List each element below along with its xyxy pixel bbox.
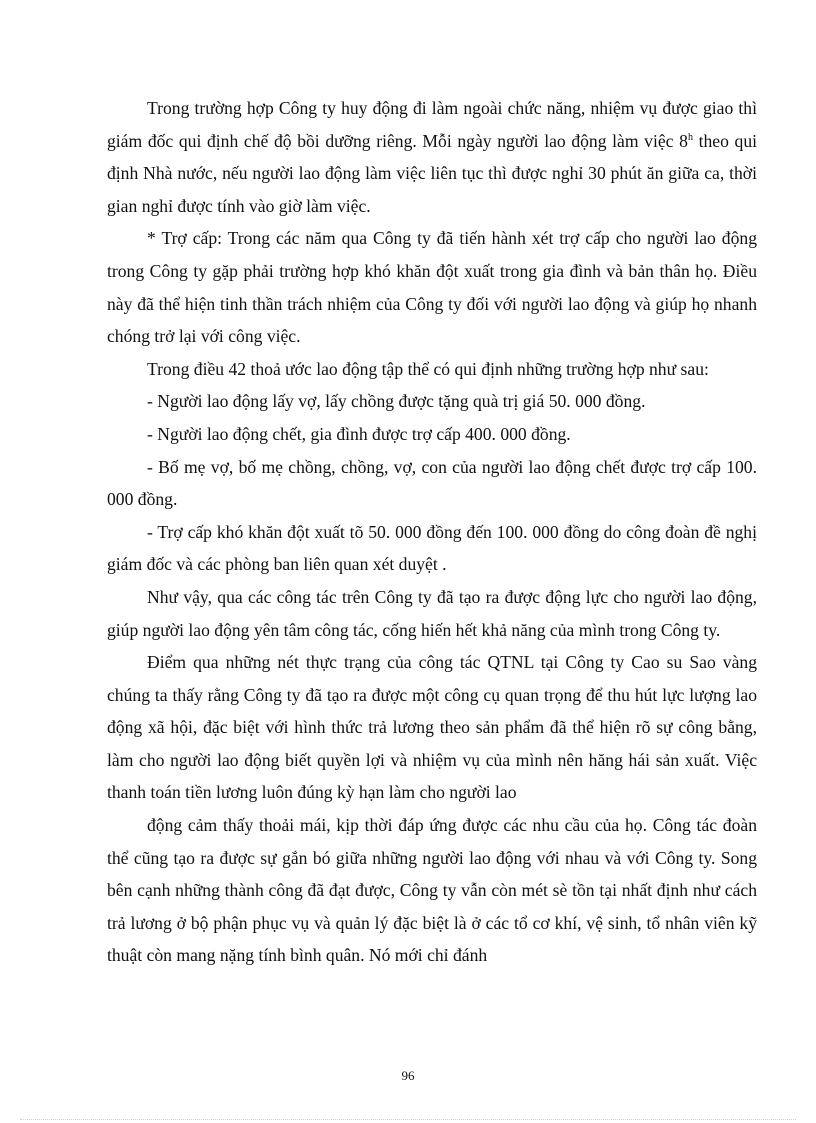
paragraph-1-tail: theo qui định Nhà nước, nếu người lao động làm việc liên tục thì được nghỉ 30 phút ăn giữa ca, thời gian nghỉ được tính vào giờ làm việc. xyxy=(107,130,757,216)
footer-divider xyxy=(20,1119,796,1120)
paragraph-1 xyxy=(107,92,757,222)
page-number: 96 xyxy=(401,1068,415,1083)
working-hours: 8 xyxy=(679,130,688,151)
list-item-relatives: - Bố mẹ vợ, bố mẹ chồng, chồng, vợ, con của người lao động chết được trợ cấp 100. 000 đồng. xyxy=(107,456,757,510)
list-item-marriage: - Người lao động lấy vợ, lấy chồng được tặng quà trị giá 50. 000 đồng. xyxy=(147,391,646,412)
paragraph-conclusion: Như vậy, qua các công tác trên Công ty đã tạo ra được động lực cho người lao động, giúp người lao động yên tâm công tác, cống hiến hết khả năng của mình trong Công ty. xyxy=(107,586,757,640)
list-item-death: - Người lao động chết, gia đình được trợ cấp 400. 000 đồng. xyxy=(147,423,571,444)
paragraph-limitations: động cảm thấy thoải mái, kịp thời đáp ứng được các nhu cầu của họ. Công tác đoàn thể cũng tạo ra được sự gắn bó giữa những người lao động với nhau và với Công ty. Song bên cạnh những thành công đã đạt được, Công ty vẫn còn mét sè tồn tại nhất định như cách trả lương ở bộ phận phục vụ và quản lý đặc biệt là ở các tổ cơ khí, vệ sinh, tổ nhân viên kỹ thuật còn mang nặng tính bình quân. Nó mới chỉ đánh xyxy=(107,815,757,966)
document-body xyxy=(107,92,757,972)
paragraph-1-text: Trong trường hợp Công ty huy động đi làm ngoài chức năng, nhiệm vụ được giao thì giám đốc qui định chế độ bồi dưỡng riêng. Mỗi ngày người lao động làm việc xyxy=(107,98,757,151)
paragraph-allowance: * Trợ cấp: Trong các năm qua Công ty đã tiến hành xét trợ cấp cho người lao động trong Công ty gặp phải trường hợp khó khăn đột xuất trong gia đình và bản thân họ. Điều này đã thể hiện tinh thần trách nhiệm của Công ty đối với người lao động và giúp họ nhanh chóng trở lại với công việc. xyxy=(107,228,757,347)
list-item-hardship: - Trợ cấp khó khăn đột xuất tõ 50. 000 đồng đến 100. 000 đồng do công đoàn đề nghị giám đốc và các phòng ban liên quan xét duyệt . xyxy=(107,521,757,575)
paragraph-assessment: Điểm qua những nét thực trạng của công tác QTNL tại Công ty Cao su Sao vàng chúng ta thấy rằng Công ty đã tạo ra được một công cụ quan trọng để thu hút lực lượng lao động xã hội, đặc biệt với hình thức trả lương theo sản phẩm đã thể hiện rõ sự công bằng, làm cho người lao động biết quyền lợi và nhiệm vụ của mình nên hăng hái sản xuất. Việc thanh toán tiền lương luôn đúng kỳ hạn làm cho người lao xyxy=(107,652,757,803)
paragraph-article-42: Trong điều 42 thoả ước lao động tập thể có qui định những trường hợp như sau: xyxy=(147,358,709,379)
working-hours-unit: h xyxy=(687,131,693,143)
